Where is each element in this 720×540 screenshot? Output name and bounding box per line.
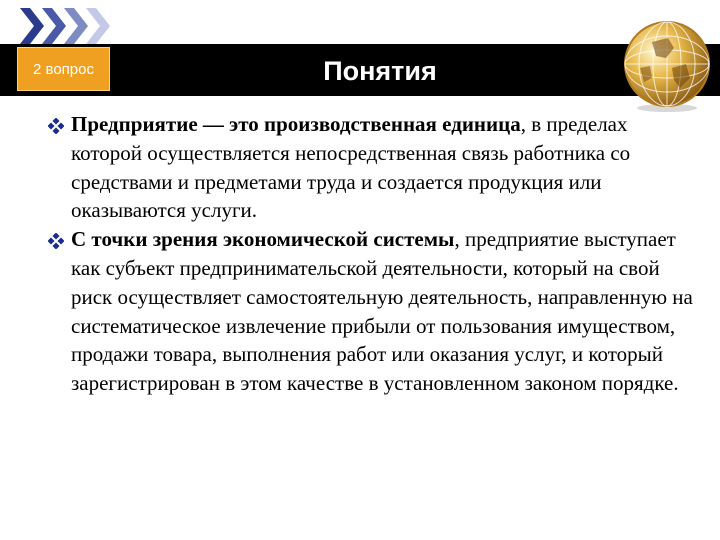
slide-title: Понятия [323,56,437,86]
chevron-right-icon [86,8,110,44]
chevron-decoration [20,8,130,44]
chevron-right-icon [42,8,66,44]
chevron-right-icon [20,8,44,44]
question-badge: 2 вопрос [17,47,110,91]
globe-icon [622,18,712,114]
paragraph-lead: Предприятие — это производственная единица [71,112,521,136]
paragraph-lead: С точки зрения экономической системы [71,227,455,252]
chevron-right-icon [64,8,88,44]
slide-content [48,110,698,398]
bullet-paragraph-2 [48,225,698,398]
diamond-bullet-icon [48,233,64,249]
paragraph-text: , в пределах которой осуществляется непосредственная связь работника со средствами и предметами труда и создается продукция или оказываются услуги. [71,112,631,223]
bullet-paragraph-1 [48,110,698,225]
diamond-bullet-icon [48,118,64,134]
paragraph-text: , предприятие выступает как субъект предпринимательской деятельности, который на свой риск осуществляет самостоятельную деятельность, направленную на систематическое извлечение прибыли от пользования имуществом, продажи товара, выполнения работ или оказания услуг, и который зарегистрирован в этом качестве в установленном законом порядке. [71,227,693,396]
